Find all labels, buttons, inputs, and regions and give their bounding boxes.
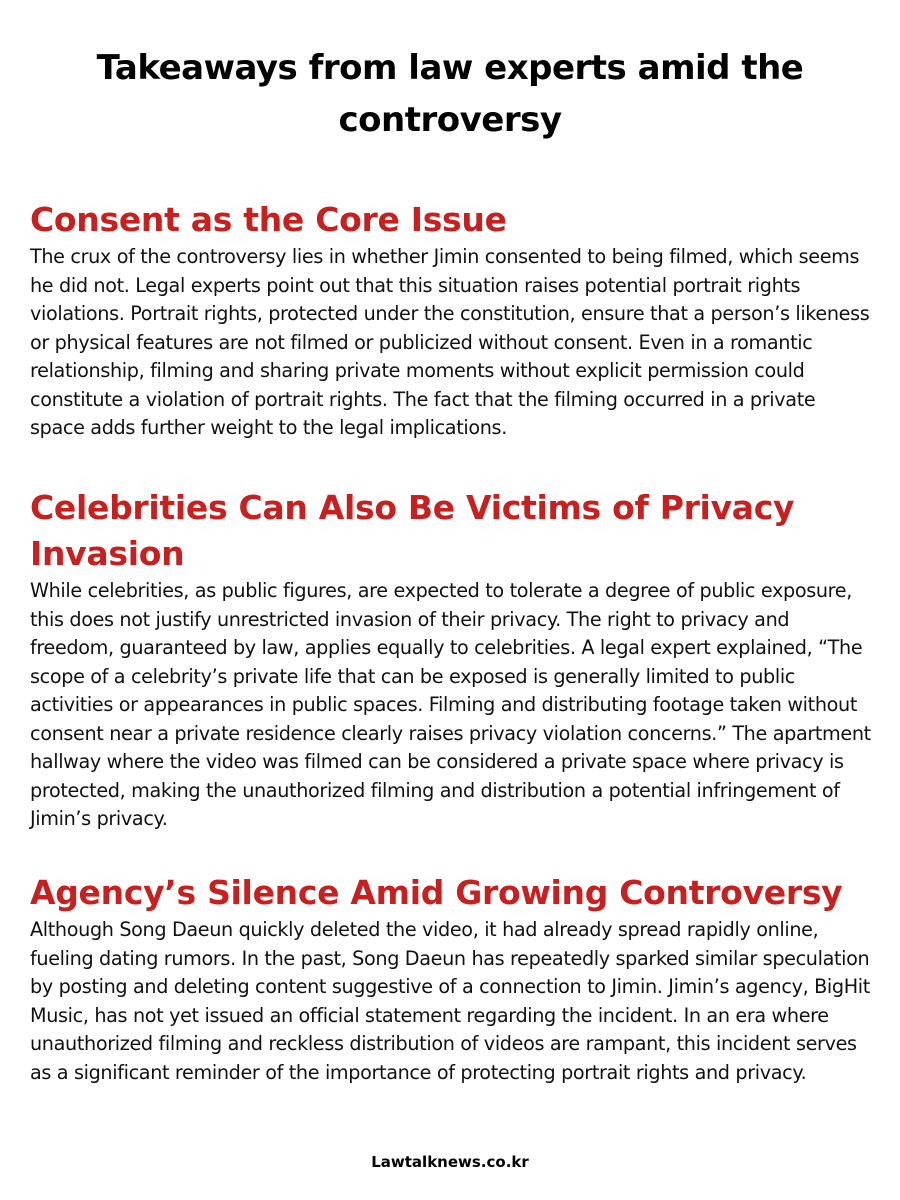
section-heading: Consent as the Core Issue <box>30 200 507 239</box>
source-footer: Lawtalknews.co.kr <box>371 1153 529 1171</box>
section-celebrity-privacy <box>30 485 875 834</box>
section-body: While celebrities, as public figures, are expected to tolerate a degree of public exposure, this does not justify unrestricted invasion of their privacy. The right to privacy and freedom, guaranteed by law, applies equally to celebrities. A legal expert explained, “The scope of a celebrity’s private life that can be exposed is generally limited to public activities or appearances in public spaces. Filming and distributing footage taken without consent near a private residence clearly raises privacy violation concerns.” The apartment hallway where the video was filmed can be considered a private space where privacy is protected, making the unauthorized filming and distribution a potential infringement of Jimin’s privacy. <box>30 579 871 830</box>
section-heading: Agency’s Silence Amid Growing Controversy <box>30 873 843 912</box>
page-title: Takeaways from law experts amid the controversy <box>96 48 804 140</box>
section-body: The crux of the controversy lies in whether Jimin consented to being filmed, which seems he did not. Legal experts point out that this situation raises potential portrait rights violations. Portrait rights, protected under the constitution, ensure that a person’s likeness or physical features are not filmed or publicized without consent. Even in a romantic relationship, filming and sharing private moments without explicit permission could constitute a violation of portrait rights. The fact that the filming occurred in a private space adds further weight to the legal implications. <box>30 245 870 439</box>
section-heading: Celebrities Can Also Be Victims of Privacy Invasion <box>30 488 795 573</box>
section-consent <box>30 197 875 443</box>
section-body: Although Song Daeun quickly deleted the video, it had already spread rapidly online, fueling dating rumors. In the past, Song Daeun has repeatedly sparked similar speculation by posting and deleting content suggestive of a connection to Jimin. Jimin’s agency, BigHit Music, has not yet issued an official statement regarding the incident. In an era where unauthorized filming and reckless distribution of videos are rampant, this incident serves as a significant reminder of the importance of protecting portrait rights and privacy. <box>30 918 870 1084</box>
section-agency-silence <box>30 870 875 1087</box>
